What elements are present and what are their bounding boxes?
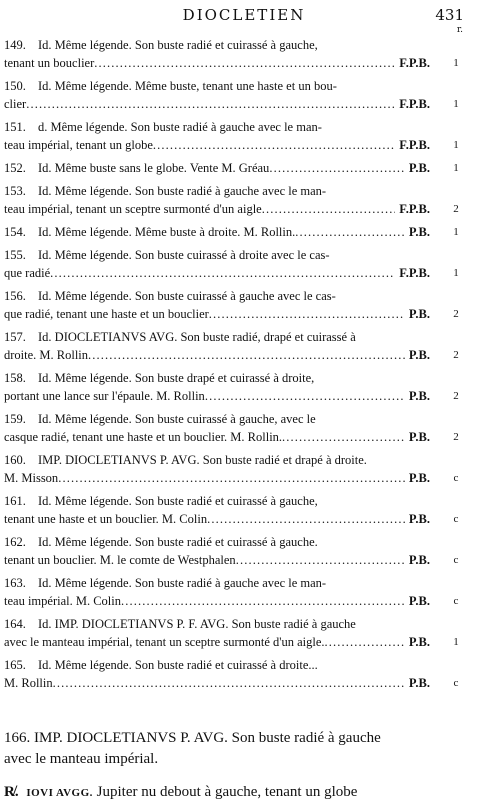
reverse-mark: R̸. — [4, 784, 19, 800]
catalog-entry — [4, 492, 470, 528]
entry-text: Id. IMP. DIOCLETIANVS P. F. AVG. Son buste radié à gauche — [38, 617, 356, 631]
entry-line-1 — [4, 287, 430, 305]
rarity-mark: 2 — [453, 349, 459, 361]
entry-text: Id. Même buste sans le globe. Vente M. Gréau — [38, 161, 270, 175]
collection-code: P.B. — [408, 307, 430, 321]
entry-line-1 — [4, 615, 430, 633]
entry-number: 159. — [4, 412, 26, 426]
rarity-mark: 1 — [453, 226, 459, 238]
entry-line-1 — [4, 182, 430, 200]
entry-number: 164. — [4, 617, 26, 631]
rarity-mark: 1 — [453, 267, 459, 279]
entry-text: Id. Même légende. Son buste cuirassé à droite avec le cas- — [38, 248, 330, 262]
entry-text: Id. Même légende. Même buste à droite. M. Rollin. — [38, 225, 296, 239]
entry-line-2 — [4, 264, 430, 282]
entry-line-2 — [4, 346, 430, 364]
entry-line-2 — [4, 54, 430, 72]
entry-text: d. Même légende. Son buste radié à gauche avec le man- — [38, 120, 322, 134]
leader-dots — [121, 592, 405, 610]
entry-number: 160. — [4, 453, 26, 467]
catalog-entry — [4, 246, 470, 282]
leader-dots — [236, 551, 405, 569]
entry-text: tenant un bouclier — [4, 56, 95, 70]
entry-text: Id. Même légende. Même buste, tenant une haste et un bou- — [38, 79, 337, 93]
catalog-entry — [4, 369, 470, 405]
collection-code: P.B. — [408, 512, 430, 526]
collection-code: P.B. — [408, 553, 430, 567]
running-title: DIOCLETIEN — [182, 6, 306, 24]
entry-line-2 — [4, 674, 430, 692]
rarity-mark: 2 — [453, 390, 459, 402]
leader-dots — [50, 264, 395, 282]
entry-line-2 — [4, 136, 430, 154]
catalog-entry — [4, 36, 470, 72]
catalog-entry — [4, 328, 470, 364]
catalog-entry — [4, 615, 470, 651]
entry-number: 149. — [4, 38, 26, 52]
coin-catalog — [4, 36, 470, 697]
collection-code: P.B. — [408, 471, 430, 485]
collection-code: P.B. — [408, 430, 430, 444]
entry-line-2 — [4, 95, 430, 113]
entry-line-1 — [4, 369, 430, 387]
rarity-mark: 1 — [453, 98, 459, 110]
entry-number: 150. — [4, 79, 26, 93]
entry-text: teau impérial, tenant un globe — [4, 138, 153, 152]
entry-line-1 — [4, 223, 430, 241]
catalog-entry — [4, 77, 470, 113]
entry-text: Id. Même légende. Son buste radié à gauche avec le man- — [38, 576, 327, 590]
entry-line-1 — [4, 118, 430, 136]
entry-166-line-2: avec le manteau impérial. — [4, 751, 159, 767]
leader-dots — [209, 305, 405, 323]
entry-line-1 — [4, 410, 430, 428]
rarity-mark: 1 — [453, 139, 459, 151]
leader-dots — [153, 136, 395, 154]
catalog-entry — [4, 451, 470, 487]
entry-number: 157. — [4, 330, 26, 344]
entry-line-2 — [4, 469, 430, 487]
entry-line-1 — [4, 77, 430, 95]
leader-dots — [295, 223, 405, 241]
rarity-mark: c — [453, 513, 459, 525]
entry-line-1 — [4, 451, 430, 469]
entry-number: 165. — [4, 658, 26, 672]
collection-code: F.P.B. — [399, 266, 430, 280]
entry-number: 156. — [4, 289, 26, 303]
entry-line-1 — [4, 36, 430, 54]
entry-166 — [4, 728, 474, 801]
catalog-entry — [4, 287, 470, 323]
catalog-entry — [4, 574, 470, 610]
rarity-mark: 1 — [453, 57, 459, 69]
reverse-description — [4, 784, 474, 801]
page-header — [0, 4, 488, 35]
rarity-mark: c — [453, 595, 459, 607]
entry-text: que radié — [4, 266, 51, 280]
entry-text: teau impérial, tenant un sceptre surmonté d'un aigle — [4, 202, 262, 216]
entry-text: Id. Même légende. Son buste cuirassé à gauche avec le cas- — [38, 289, 336, 303]
entry-line-2 — [4, 200, 430, 218]
rarity-mark: 2 — [453, 203, 459, 215]
reverse-text: Jupiter nu debout à gauche, tenant un globe — [96, 784, 358, 800]
page-mark: r. — [456, 25, 463, 35]
entry-line-1 — [4, 246, 430, 264]
entry-text: Id. Même légende. Son buste radié et cuirassé à gauche. — [38, 535, 318, 549]
entry-line-2 — [4, 551, 430, 569]
page-number: 431 — [435, 6, 464, 24]
collection-code: F.P.B. — [399, 56, 430, 70]
entry-text: IMP. DIOCLETIANVS P. AVG. Son buste radié et drapé à droite. — [38, 453, 367, 467]
leader-dots — [205, 387, 405, 405]
collection-code: P.B. — [408, 161, 430, 175]
collection-code: P.B. — [408, 676, 430, 690]
collection-code: P.B. — [408, 635, 430, 649]
leader-dots — [325, 633, 405, 651]
entry-text: avec le manteau impérial, tenant un sceptre surmonté d'un aigle. — [4, 635, 325, 649]
entry-text: clier — [4, 97, 27, 111]
reverse-legend: IOVI AVGG. — [26, 787, 93, 799]
entry-line-1 — [4, 656, 430, 674]
entry-line-1 — [4, 533, 430, 551]
entry-text: Id. DIOCLETIANVS AVG. Son buste radié, drapé et cuirassé à — [38, 330, 356, 344]
rarity-mark: c — [453, 554, 459, 566]
entry-line-1 — [4, 159, 430, 177]
entry-line-2 — [4, 633, 430, 651]
catalog-entry — [4, 533, 470, 569]
entry-number: 163. — [4, 576, 26, 590]
leader-dots — [282, 428, 405, 446]
entry-text: tenant une haste et un bouclier. M. Colin — [4, 512, 208, 526]
catalog-entry — [4, 656, 470, 692]
leader-dots — [207, 510, 405, 528]
leader-dots — [26, 95, 395, 113]
entry-text: portant une lance sur l'épaule. M. Rollin — [4, 389, 205, 403]
entry-166-line-1: 166. IMP. DIOCLETIANVS P. AVG. Son buste radié à gauche — [4, 730, 381, 746]
entry-line-2 — [4, 592, 430, 610]
entry-line-2 — [4, 387, 430, 405]
entry-line-2 — [4, 428, 430, 446]
entry-line-1 — [4, 328, 430, 346]
entry-line-2 — [4, 510, 430, 528]
leader-dots — [88, 346, 405, 364]
entry-number: 154. — [4, 225, 26, 239]
entry-number: 152. — [4, 161, 26, 175]
entry-text: Id. Même légende. Son buste radié et cuirassé à gauche, — [38, 38, 318, 52]
entry-number: 158. — [4, 371, 26, 385]
entry-text: Id. Même légende. Son buste drapé et cuirassé à droite, — [38, 371, 315, 385]
rarity-mark: c — [453, 472, 459, 484]
entry-line-1 — [4, 492, 430, 510]
rarity-mark: 1 — [453, 636, 459, 648]
catalog-entry — [4, 182, 470, 218]
leader-dots — [269, 159, 405, 177]
entry-text: casque radié, tenant une haste et un bouclier. M. Rollin. — [4, 430, 283, 444]
entry-text: M. Rollin — [4, 676, 53, 690]
entry-number: 151. — [4, 120, 26, 134]
entry-text: tenant un bouclier. M. le comte de Westphalen — [4, 553, 236, 567]
entry-text: teau impérial. M. Colin — [4, 594, 121, 608]
catalog-entry — [4, 223, 470, 241]
entry-number: 155. — [4, 248, 26, 262]
entry-line-2 — [4, 305, 430, 323]
leader-dots — [94, 54, 395, 72]
catalog-entry — [4, 410, 470, 446]
entry-number: 161. — [4, 494, 26, 508]
leader-dots — [262, 200, 396, 218]
entry-text: que radié, tenant une haste et un bouclier — [4, 307, 209, 321]
entry-text: Id. Même légende. Son buste radié et cuirassé à droite... — [38, 658, 318, 672]
entry-text: Id. Même légende. Son buste cuirassé à gauche, avec le — [38, 412, 316, 426]
entry-text: Id. Même légende. Son buste radié et cuirassé à gauche, — [38, 494, 318, 508]
entry-line-1 — [4, 574, 430, 592]
collection-code: F.P.B. — [399, 138, 430, 152]
entry-text: Id. Même légende. Son buste radié à gauche avec le man- — [38, 184, 327, 198]
catalog-entry — [4, 159, 470, 177]
leader-dots — [53, 674, 405, 692]
collection-code: P.B. — [408, 389, 430, 403]
rarity-mark: c — [453, 677, 459, 689]
entry-text: M. Misson — [4, 471, 59, 485]
leader-dots — [58, 469, 405, 487]
entry-number: 162. — [4, 535, 26, 549]
collection-code: F.P.B. — [399, 202, 430, 216]
collection-code: P.B. — [408, 225, 430, 239]
catalog-entry — [4, 118, 470, 154]
collection-code: P.B. — [408, 594, 430, 608]
rarity-mark: 2 — [453, 308, 459, 320]
collection-code: F.P.B. — [399, 97, 430, 111]
entry-text: droite. M. Rollin — [4, 348, 89, 362]
entry-number: 153. — [4, 184, 26, 198]
rarity-mark: 2 — [453, 431, 459, 443]
collection-code: P.B. — [408, 348, 430, 362]
rarity-mark: 1 — [453, 162, 459, 174]
